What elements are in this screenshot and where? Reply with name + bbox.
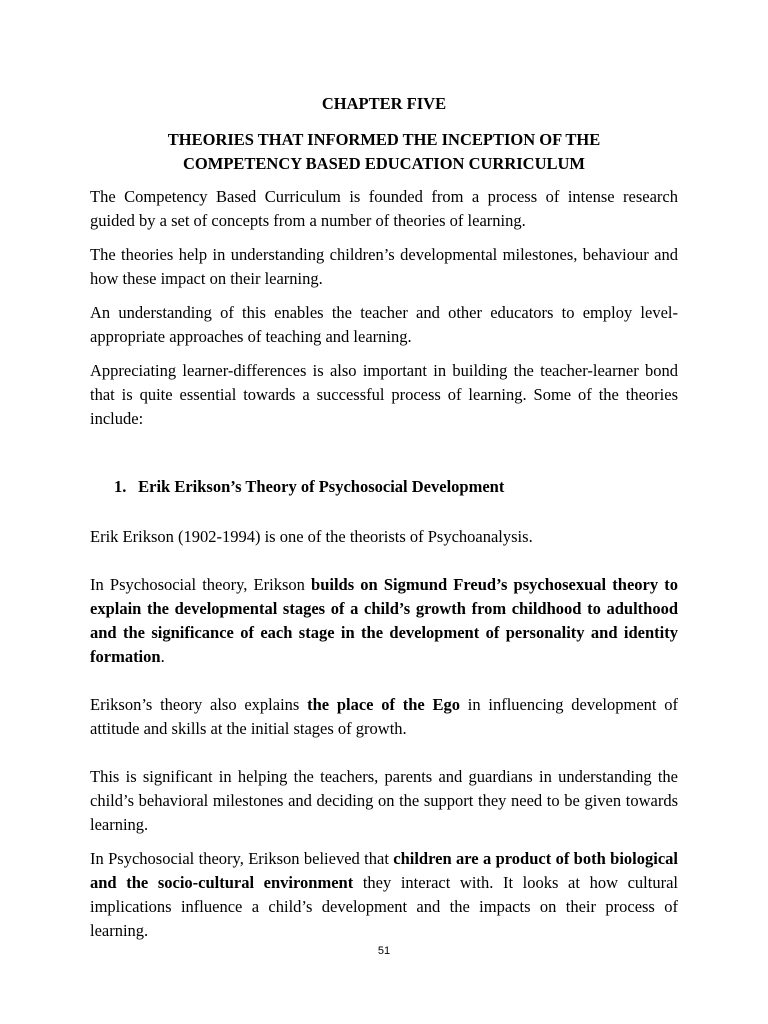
body-text: .	[160, 647, 165, 666]
intro-paragraph: An understanding of this enables the teacher and other educators to employ level-appropriate approaches of teaching and learning.	[90, 303, 678, 346]
chapter-subtitle	[90, 128, 678, 176]
section-number: 1.	[114, 477, 127, 496]
section-heading	[90, 475, 678, 499]
page-number: 51	[377, 945, 391, 957]
body-text: In Psychosocial theory, Erikson believed that	[90, 849, 394, 868]
section-title: Erik Erikson’s Theory of Psychosocial Development	[138, 477, 505, 496]
intro-paragraph: Appreciating learner-differences is also important in building the teacher-learner bond that is quite essential towards a successful process of learning. Some of the theories include:	[90, 361, 678, 428]
page-content	[90, 93, 678, 943]
emphasis-text: the place of the Ego	[307, 695, 461, 714]
body-paragraph	[90, 573, 678, 669]
emphasis-text: builds on Sigmund Freud’s psychosexual theory to explain the developmental stages of a child’s growth from childhood to adulthood and the significance of each stage in the development of personality and identity formation	[90, 575, 678, 666]
body-text: in influencing development of attitude and skills at the initial stages of growth.	[90, 695, 678, 738]
body-text: Erikson’s theory also explains	[90, 695, 308, 714]
body-text: In Psychosocial theory, Erikson	[90, 575, 312, 594]
chapter-subtitle-line-1: THEORIES THAT INFORMED THE INCEPTION OF THE	[167, 130, 601, 149]
body-paragraph	[90, 693, 678, 741]
emphasis-text: children are a product of both biological and the socio-cultural environment	[90, 849, 678, 892]
intro-paragraph: The theories help in understanding children’s developmental milestones, behaviour and how these impact on their learning.	[90, 245, 678, 288]
body-paragraph	[90, 847, 678, 943]
chapter-title: CHAPTER FIVE	[321, 94, 447, 113]
body-paragraph: Erik Erikson (1902-1994) is one of the theorists of Psychoanalysis.	[90, 527, 533, 546]
body-text: they interact with. It looks at how cultural implications influence a child’s development and the impacts on their process of learning.	[90, 873, 678, 940]
intro-paragraph: The Competency Based Curriculum is founded from a process of intense research guided by a set of concepts from a number of theories of learning.	[90, 187, 678, 230]
body-paragraph: This is significant in helping the teachers, parents and guardians in understanding the child’s behavioral milestones and deciding on the support they need to be given towards learning.	[90, 767, 678, 834]
chapter-subtitle-line-2: COMPETENCY BASED EDUCATION CURRICULUM	[183, 154, 585, 173]
